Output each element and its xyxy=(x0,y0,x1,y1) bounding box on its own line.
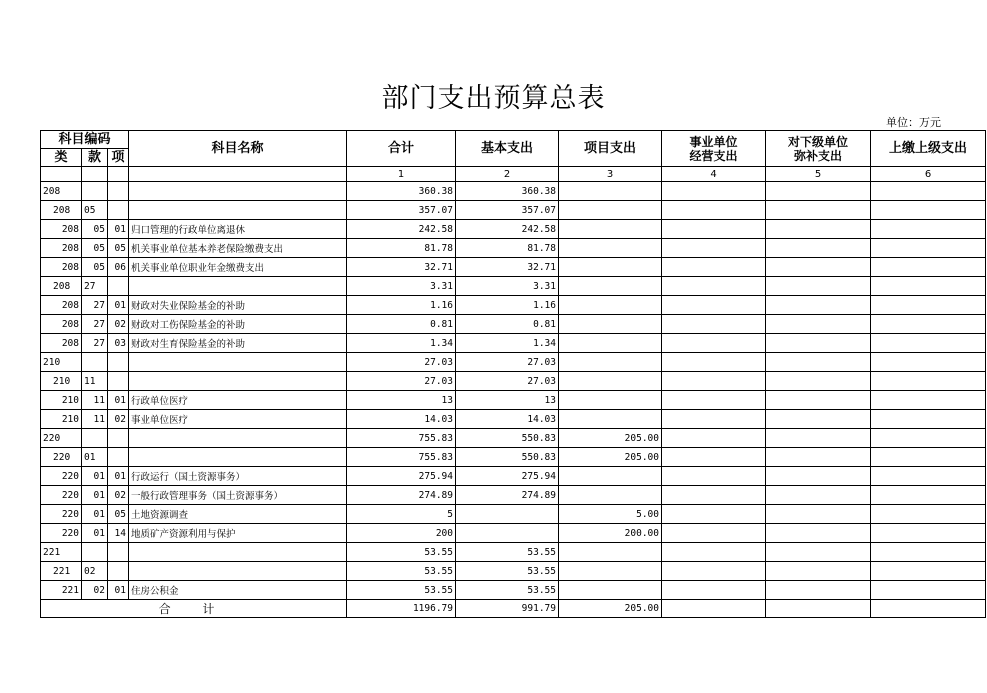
cell-name: 土地资源调查 xyxy=(129,505,347,524)
cell-subsidy xyxy=(766,353,871,372)
header-total: 合计 xyxy=(347,131,456,167)
table-row xyxy=(41,296,986,315)
cell-lei: 208 xyxy=(41,182,82,201)
cell-project xyxy=(559,296,662,315)
cell-xiang: 05 xyxy=(108,505,129,524)
cell-subsidy xyxy=(766,467,871,486)
cell-name: 机关事业单位基本养老保险缴费支出 xyxy=(129,239,347,258)
cell-total: 53.55 xyxy=(347,562,456,581)
cell-upper xyxy=(871,334,986,353)
cell-xiang: 01 xyxy=(108,581,129,600)
cell-subsidy xyxy=(766,391,871,410)
cell-enterprise xyxy=(662,353,766,372)
cell-kuan: 01 xyxy=(82,448,108,467)
cell-lei: 221 xyxy=(41,581,82,600)
cell-upper xyxy=(871,372,986,391)
cell-total: 755.83 xyxy=(347,448,456,467)
cell-lei: 208 xyxy=(41,239,82,258)
table-row xyxy=(41,201,986,220)
cell-project xyxy=(559,239,662,258)
cell-name xyxy=(129,429,347,448)
cell-total: 5 xyxy=(347,505,456,524)
cell-basic: 360.38 xyxy=(456,182,559,201)
cell-total: 275.94 xyxy=(347,467,456,486)
cell-upper xyxy=(871,182,986,201)
total-label: 合 计 xyxy=(41,600,347,618)
cell-enterprise xyxy=(662,239,766,258)
cell-kuan: 01 xyxy=(82,505,108,524)
cell-total: 200 xyxy=(347,524,456,543)
cell-total: 0.81 xyxy=(347,315,456,334)
cell-xiang xyxy=(108,372,129,391)
cell-enterprise xyxy=(662,334,766,353)
cell-lei: 208 xyxy=(41,277,82,296)
cell-xiang: 02 xyxy=(108,315,129,334)
cell-subsidy xyxy=(766,562,871,581)
header-subsidy-line1: 对下级单位 xyxy=(787,134,848,149)
cell-project: 200.00 xyxy=(559,524,662,543)
cell-subsidy xyxy=(766,448,871,467)
cell-name: 事业单位医疗 xyxy=(129,410,347,429)
table-row xyxy=(41,505,986,524)
cell-basic: 53.55 xyxy=(456,543,559,562)
cell-upper xyxy=(871,296,986,315)
cell-total: 274.89 xyxy=(347,486,456,505)
cell-name: 财政对生育保险基金的补助 xyxy=(129,334,347,353)
cell-kuan: 27 xyxy=(82,277,108,296)
cell-subsidy xyxy=(766,486,871,505)
total-empty xyxy=(871,600,986,618)
cell-name xyxy=(129,448,347,467)
col-num-2: 2 xyxy=(456,167,559,182)
cell-total: 3.31 xyxy=(347,277,456,296)
cell-enterprise xyxy=(662,182,766,201)
cell-subsidy xyxy=(766,258,871,277)
cell-project xyxy=(559,220,662,239)
cell-upper xyxy=(871,220,986,239)
cell-lei: 220 xyxy=(41,505,82,524)
header-xiang: 项 xyxy=(108,149,129,167)
cell-xiang: 02 xyxy=(108,410,129,429)
cell-kuan: 05 xyxy=(82,239,108,258)
table-row xyxy=(41,429,986,448)
cell-upper xyxy=(871,239,986,258)
header-lei: 类 xyxy=(41,149,82,167)
budget-table xyxy=(40,130,986,618)
cell-kuan xyxy=(82,543,108,562)
table-row xyxy=(41,562,986,581)
cell-xiang: 01 xyxy=(108,220,129,239)
cell-total: 1.34 xyxy=(347,334,456,353)
cell-enterprise xyxy=(662,467,766,486)
header-row-1 xyxy=(41,131,986,149)
cell-name xyxy=(129,543,347,562)
total-row xyxy=(41,600,986,618)
col-num-4: 4 xyxy=(662,167,766,182)
cell-basic: 27.03 xyxy=(456,353,559,372)
cell-total: 27.03 xyxy=(347,372,456,391)
cell-lei: 220 xyxy=(41,429,82,448)
cell-name: 财政对失业保险基金的补助 xyxy=(129,296,347,315)
cell-enterprise xyxy=(662,448,766,467)
cell-upper xyxy=(871,543,986,562)
total-empty xyxy=(766,600,871,618)
header-subsidy-line2: 弥补支出 xyxy=(793,148,842,163)
table-row xyxy=(41,277,986,296)
col-num-3: 3 xyxy=(559,167,662,182)
cell-subsidy xyxy=(766,220,871,239)
cell-total: 242.58 xyxy=(347,220,456,239)
cell-project xyxy=(559,581,662,600)
cell-enterprise xyxy=(662,296,766,315)
table-row xyxy=(41,410,986,429)
cell-project xyxy=(559,258,662,277)
col-num-5: 5 xyxy=(766,167,871,182)
cell-enterprise xyxy=(662,562,766,581)
cell-project xyxy=(559,353,662,372)
cell-upper xyxy=(871,486,986,505)
cell-lei: 210 xyxy=(41,372,82,391)
cell-basic: 274.89 xyxy=(456,486,559,505)
cell-subsidy xyxy=(766,315,871,334)
cell-subsidy xyxy=(766,581,871,600)
header-code-group: 科目编码 xyxy=(41,131,129,149)
table-row xyxy=(41,391,986,410)
cell-project: 205.00 xyxy=(559,448,662,467)
cell-name xyxy=(129,562,347,581)
cell-basic xyxy=(456,524,559,543)
cell-total: 53.55 xyxy=(347,581,456,600)
cell-xiang: 01 xyxy=(108,296,129,315)
cell-subsidy xyxy=(766,372,871,391)
cell-upper xyxy=(871,410,986,429)
cell-lei: 220 xyxy=(41,467,82,486)
cell-lei: 221 xyxy=(41,543,82,562)
cell-kuan: 27 xyxy=(82,315,108,334)
table-row xyxy=(41,372,986,391)
cell-kuan: 05 xyxy=(82,220,108,239)
cell-upper xyxy=(871,524,986,543)
col-num-1: 1 xyxy=(347,167,456,182)
cell-kuan: 01 xyxy=(82,467,108,486)
cell-project xyxy=(559,334,662,353)
cell-name: 归口管理的行政单位离退休 xyxy=(129,220,347,239)
cell-basic: 1.34 xyxy=(456,334,559,353)
cell-lei: 210 xyxy=(41,391,82,410)
total-empty xyxy=(662,600,766,618)
cell-project xyxy=(559,391,662,410)
cell-enterprise xyxy=(662,201,766,220)
cell-subsidy xyxy=(766,296,871,315)
cell-kuan: 27 xyxy=(82,334,108,353)
cell-project xyxy=(559,277,662,296)
cell-project: 5.00 xyxy=(559,505,662,524)
cell-upper xyxy=(871,391,986,410)
cell-project xyxy=(559,467,662,486)
cell-xiang xyxy=(108,429,129,448)
cell-total: 13 xyxy=(347,391,456,410)
cell-lei: 208 xyxy=(41,315,82,334)
cell-xiang xyxy=(108,562,129,581)
cell-project xyxy=(559,201,662,220)
table-row xyxy=(41,239,986,258)
cell-project xyxy=(559,372,662,391)
cell-xiang: 02 xyxy=(108,486,129,505)
cell-project xyxy=(559,182,662,201)
cell-name: 住房公积金 xyxy=(129,581,347,600)
cell-basic: 550.83 xyxy=(456,448,559,467)
cell-xiang: 01 xyxy=(108,391,129,410)
table-row xyxy=(41,467,986,486)
cell-project xyxy=(559,562,662,581)
cell-upper xyxy=(871,277,986,296)
cell-xiang xyxy=(108,448,129,467)
cell-upper xyxy=(871,448,986,467)
header-basic: 基本支出 xyxy=(456,131,559,167)
cell-project xyxy=(559,315,662,334)
table-row xyxy=(41,220,986,239)
table-row xyxy=(41,334,986,353)
cell-basic: 3.31 xyxy=(456,277,559,296)
cell-name: 行政单位医疗 xyxy=(129,391,347,410)
cell-enterprise xyxy=(662,220,766,239)
cell-name xyxy=(129,353,347,372)
cell-basic: 275.94 xyxy=(456,467,559,486)
cell-kuan: 27 xyxy=(82,296,108,315)
cell-lei: 208 xyxy=(41,220,82,239)
cell-project xyxy=(559,543,662,562)
cell-xiang: 01 xyxy=(108,467,129,486)
cell-total: 357.07 xyxy=(347,201,456,220)
cell-xiang: 05 xyxy=(108,239,129,258)
cell-enterprise xyxy=(662,543,766,562)
cell-xiang xyxy=(108,201,129,220)
cell-total: 1.16 xyxy=(347,296,456,315)
cell-name: 财政对工伤保险基金的补助 xyxy=(129,315,347,334)
cell-subsidy xyxy=(766,410,871,429)
cell-kuan: 11 xyxy=(82,410,108,429)
cell-lei: 220 xyxy=(41,448,82,467)
cell-kuan: 01 xyxy=(82,486,108,505)
cell-xiang xyxy=(108,182,129,201)
cell-total: 32.71 xyxy=(347,258,456,277)
cell-enterprise xyxy=(662,258,766,277)
cell-subsidy xyxy=(766,277,871,296)
cell-kuan: 02 xyxy=(82,562,108,581)
cell-subsidy xyxy=(766,505,871,524)
cell-enterprise xyxy=(662,410,766,429)
cell-basic xyxy=(456,505,559,524)
total-basic: 991.79 xyxy=(456,600,559,618)
cell-upper xyxy=(871,353,986,372)
cell-subsidy xyxy=(766,182,871,201)
cell-basic: 550.83 xyxy=(456,429,559,448)
header-enterprise-line1: 事业单位 xyxy=(689,134,738,149)
cell-upper xyxy=(871,315,986,334)
cell-name: 地质矿产资源利用与保护 xyxy=(129,524,347,543)
header-subsidy xyxy=(766,131,871,167)
cell-name xyxy=(129,201,347,220)
cell-basic: 27.03 xyxy=(456,372,559,391)
header-project: 项目支出 xyxy=(559,131,662,167)
cell-project: 205.00 xyxy=(559,429,662,448)
cell-kuan: 05 xyxy=(82,258,108,277)
cell-basic: 53.55 xyxy=(456,581,559,600)
table-row xyxy=(41,486,986,505)
cell-upper xyxy=(871,429,986,448)
cell-upper xyxy=(871,201,986,220)
col-num-6: 6 xyxy=(871,167,986,182)
cell-total: 53.55 xyxy=(347,543,456,562)
cell-name xyxy=(129,372,347,391)
table-row xyxy=(41,258,986,277)
table-row xyxy=(41,543,986,562)
cell-lei: 208 xyxy=(41,334,82,353)
cell-basic: 81.78 xyxy=(456,239,559,258)
cell-project xyxy=(559,486,662,505)
column-number-row xyxy=(41,167,986,182)
cell-kuan xyxy=(82,429,108,448)
cell-total: 27.03 xyxy=(347,353,456,372)
cell-lei: 210 xyxy=(41,410,82,429)
cell-enterprise xyxy=(662,505,766,524)
cell-kuan: 02 xyxy=(82,581,108,600)
cell-basic: 13 xyxy=(456,391,559,410)
cell-total: 14.03 xyxy=(347,410,456,429)
cell-xiang xyxy=(108,277,129,296)
cell-basic: 14.03 xyxy=(456,410,559,429)
cell-xiang xyxy=(108,543,129,562)
header-upper: 上缴上级支出 xyxy=(871,131,986,167)
page-title: 部门支出预算总表 xyxy=(381,83,606,114)
cell-lei: 208 xyxy=(41,258,82,277)
table-row xyxy=(41,448,986,467)
cell-lei: 208 xyxy=(41,201,82,220)
cell-kuan: 01 xyxy=(82,524,108,543)
table-row xyxy=(41,182,986,201)
cell-basic: 242.58 xyxy=(456,220,559,239)
cell-basic: 357.07 xyxy=(456,201,559,220)
header-enterprise xyxy=(662,131,766,167)
cell-subsidy xyxy=(766,429,871,448)
cell-kuan xyxy=(82,353,108,372)
cell-subsidy xyxy=(766,543,871,562)
cell-enterprise xyxy=(662,315,766,334)
cell-subsidy xyxy=(766,524,871,543)
cell-enterprise xyxy=(662,391,766,410)
total-total: 1196.79 xyxy=(347,600,456,618)
cell-enterprise xyxy=(662,524,766,543)
cell-enterprise xyxy=(662,372,766,391)
table-row xyxy=(41,353,986,372)
cell-xiang: 06 xyxy=(108,258,129,277)
cell-name xyxy=(129,277,347,296)
cell-subsidy xyxy=(766,201,871,220)
cell-kuan: 11 xyxy=(82,391,108,410)
header-enterprise-line2: 经营支出 xyxy=(689,148,738,163)
cell-total: 360.38 xyxy=(347,182,456,201)
table-row xyxy=(41,581,986,600)
table-row xyxy=(41,315,986,334)
cell-lei: 220 xyxy=(41,524,82,543)
cell-basic: 1.16 xyxy=(456,296,559,315)
cell-subsidy xyxy=(766,239,871,258)
cell-project xyxy=(559,410,662,429)
cell-name xyxy=(129,182,347,201)
cell-upper xyxy=(871,562,986,581)
table-row xyxy=(41,524,986,543)
cell-upper xyxy=(871,467,986,486)
cell-enterprise xyxy=(662,486,766,505)
cell-lei: 210 xyxy=(41,353,82,372)
cell-lei: 221 xyxy=(41,562,82,581)
cell-upper xyxy=(871,505,986,524)
cell-kuan: 11 xyxy=(82,372,108,391)
unit-label: 单位：万元 xyxy=(886,116,941,129)
cell-total: 81.78 xyxy=(347,239,456,258)
cell-basic: 0.81 xyxy=(456,315,559,334)
cell-lei: 208 xyxy=(41,296,82,315)
cell-enterprise xyxy=(662,277,766,296)
cell-kuan: 05 xyxy=(82,201,108,220)
cell-enterprise xyxy=(662,581,766,600)
cell-subsidy xyxy=(766,334,871,353)
cell-kuan xyxy=(82,182,108,201)
cell-name: 一般行政管理事务（国土资源事务） xyxy=(129,486,347,505)
cell-upper xyxy=(871,258,986,277)
cell-name: 机关事业单位职业年金缴费支出 xyxy=(129,258,347,277)
cell-total: 755.83 xyxy=(347,429,456,448)
cell-basic: 32.71 xyxy=(456,258,559,277)
cell-name: 行政运行（国土资源事务） xyxy=(129,467,347,486)
cell-xiang: 14 xyxy=(108,524,129,543)
cell-enterprise xyxy=(662,429,766,448)
cell-basic: 53.55 xyxy=(456,562,559,581)
total-project: 205.00 xyxy=(559,600,662,618)
cell-upper xyxy=(871,581,986,600)
header-name: 科目名称 xyxy=(129,131,347,167)
header-kuan: 款 xyxy=(82,149,108,167)
cell-xiang: 03 xyxy=(108,334,129,353)
cell-lei: 220 xyxy=(41,486,82,505)
cell-xiang xyxy=(108,353,129,372)
